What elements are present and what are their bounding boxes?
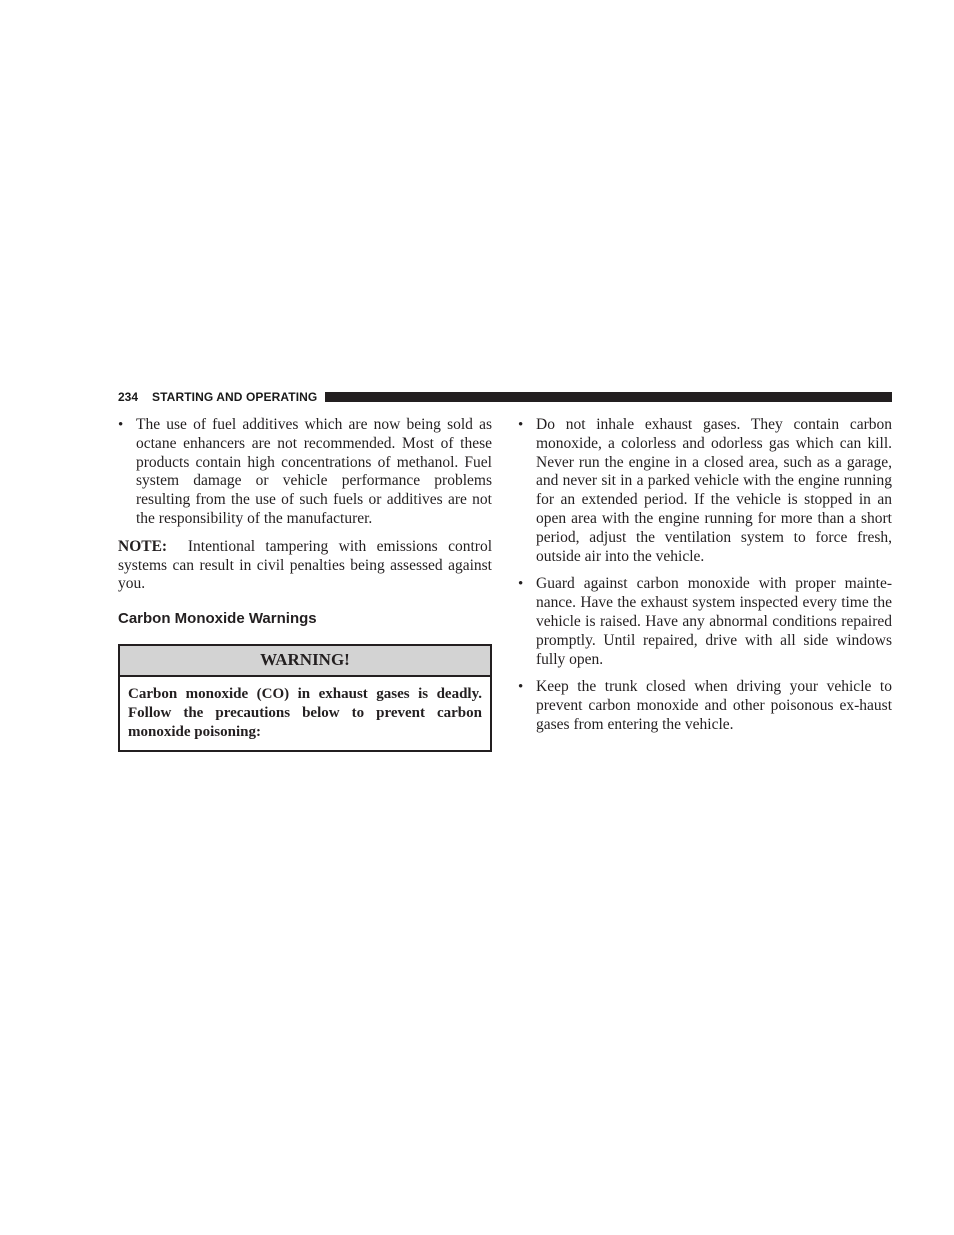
bullet-icon: • (118, 417, 124, 433)
right-column (518, 416, 892, 744)
bullet-icon: • (518, 679, 524, 696)
list-item (518, 575, 892, 669)
warning-title: WARNING! (120, 646, 490, 677)
list-item-text: Do not inhale exhaust gases. They contain carbon monoxide, a colorless and odorless gas which can kill. Never run the engine in a closed area, such as a garage, and never sit in a parked vehicle with the engine running for an extended period. If the vehicle is stopped in an open area with the engine running for more than a short period, adjust the ventilation system to force fresh, outside air into the vehicle. (536, 416, 892, 565)
note-paragraph (118, 538, 492, 594)
page-number: 234 (118, 390, 139, 404)
list-item-text: Keep the trunk closed when driving your vehicle to prevent carbon monoxide and other poisonous ex-haust gases from entering the vehicle. (536, 678, 892, 733)
list-item (518, 678, 892, 734)
warning-box (118, 644, 492, 752)
list-item (518, 416, 892, 566)
note-label: NOTE: (118, 537, 168, 555)
bullet-icon: • (518, 576, 524, 593)
list-item-text: The use of fuel additives which are now being sold as octane enhancers are not recommended. Most of these products contain high concentrations of methanol. Fuel system damage or vehicle performance problems resulting from the use of such fuels or additives are not the responsibility of the manufacturer. (136, 416, 492, 527)
section-subheading: Carbon Monoxide Warnings (118, 610, 317, 628)
section-title: STARTING AND OPERATING (152, 390, 318, 404)
bullet-icon: • (518, 417, 524, 433)
note-text: Intentional tampering with emissions control systems can result in civil penalties being assessed against you. (118, 537, 493, 593)
page-header (118, 390, 892, 404)
list-item (118, 416, 492, 529)
list-item-text: Guard against carbon monoxide with proper mainte-nance. Have the exhaust system inspected every time the vehicle is raised. Have any abnormal conditions repaired promptly. Until repaired, drive with all side windows fully open. (536, 575, 892, 668)
header-rule (325, 392, 892, 402)
warning-body: Carbon monoxide (CO) in exhaust gases is deadly. Follow the precautions below to prevent carbon monoxide poisoning: (128, 686, 482, 741)
left-column (118, 416, 492, 752)
